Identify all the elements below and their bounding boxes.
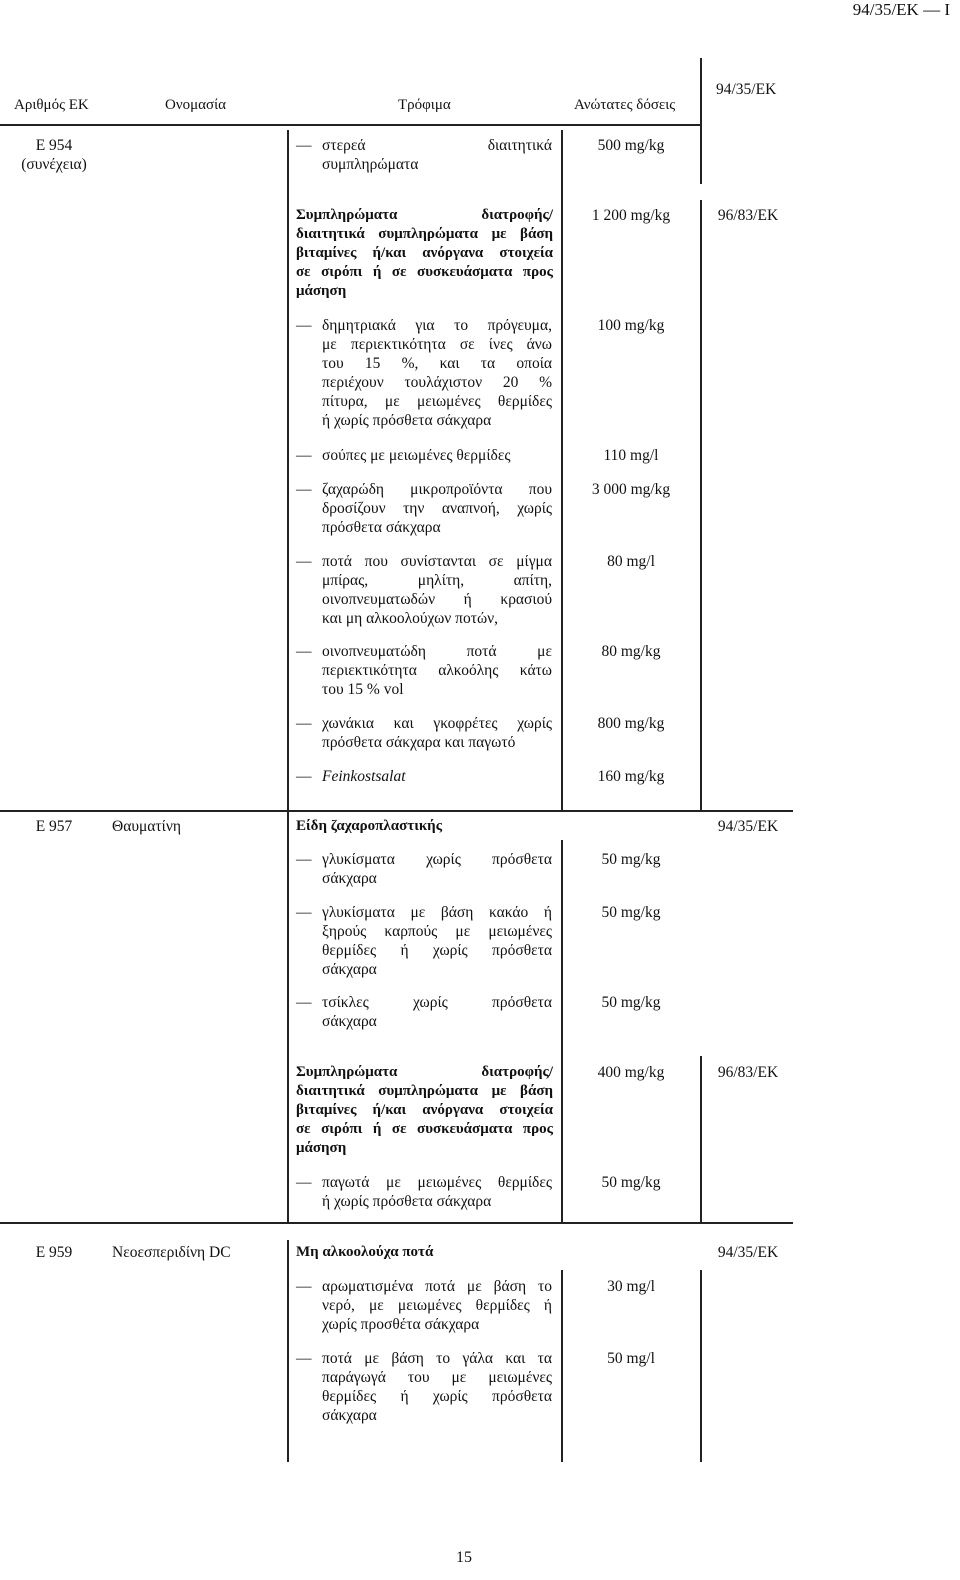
e959-name: Νεοεσπεριδίνη DC [112,1244,231,1261]
e957-item-1-value: 50 mg/kg [601,851,661,868]
e954-code: Ε 954 (συνέχεια) [21,137,87,173]
e954-item-6-value: 80 mg/kg [601,643,661,660]
e954-supplements-value: 1 200 mg/kg [591,207,671,224]
page-header: 94/35/ΕΚ — I [852,0,950,19]
column-header-max-doses: Ανώτατες δόσεις [574,97,676,113]
e957-supplements-block: Συμπληρώματα διατροφής/ διαιτητικά συμπληρώματα με βάση βιταμίνες ή/και ανόργανα στοιχεία σε σιρόπι ή σε συσκευάσματα προς μάσηση [296,1064,553,1156]
e954-supplements-ref: 96/83/ΕΚ [717,207,779,224]
values-column-right-border-e959 [700,1270,702,1462]
e954-supplements-block: Συμπληρώματα διατροφής/ διαιτητικά συμπληρώματα με βάση βιταμίνες ή/και ανόργανα στοιχεία σε σιρόπι ή σε συσκευάσματα προς μάσηση [296,207,553,299]
e959-code: Ε 959 [35,1244,73,1261]
header-rule [0,124,702,126]
values-column-right-border [700,200,702,810]
header-right-border [700,58,702,184]
e957-item-3-value: 50 mg/kg [601,994,661,1011]
section-rule-e957 [0,810,793,812]
e954-item-8-value: 160 mg/kg [597,768,665,785]
e959-category: Μη αλκοολούχα ποτά [296,1244,434,1260]
values-column-left-border [561,130,563,810]
column-header-name: Ονομασία [165,97,226,113]
e954-item-4-value: 3 000 mg/kg [591,481,671,498]
column-header-foods: Τρόφιμα [398,97,451,113]
e957-item-2-value: 50 mg/kg [601,904,661,921]
e954-item-7-value: 800 mg/kg [597,715,665,732]
e957-ref: 94/35/ΕΚ [717,818,779,835]
e957-supplements-ref: 96/83/ΕΚ [717,1064,779,1081]
e957-category: Είδη ζαχαροπλαστικής [296,818,443,834]
page-number: 15 [456,1549,472,1566]
foods-column-left-border [287,130,289,810]
e957-name: Θαυματίνη [112,818,181,835]
section-rule-e959 [0,1222,793,1224]
e959-item-2-value: 50 mg/l [607,1350,655,1367]
e954-item-1-value: 500 mg/kg [597,137,665,154]
e957-supplements-value: 400 mg/kg [597,1064,665,1081]
e954-item-3-value: 110 mg/l [603,447,659,464]
values-column-left-border-e957 [561,840,563,1222]
e959-item-1-value: 30 mg/l [607,1278,655,1295]
e957-code: Ε 957 [35,818,73,835]
e959-ref: 94/35/ΕΚ [717,1244,779,1261]
values-column-right-border-e957 [700,1056,702,1222]
column-header-number: Αριθμός ΕΚ [14,97,89,113]
header-reference: 94/35/ΕΚ [716,81,777,98]
e954-item-5-value: 80 mg/l [607,553,655,570]
e957-item-4-value: 50 mg/kg [601,1174,661,1191]
foods-column-left-border-e957 [287,812,289,1222]
e954-item-2-value: 100 mg/kg [597,317,665,334]
foods-column-left-border-e959 [287,1240,289,1462]
